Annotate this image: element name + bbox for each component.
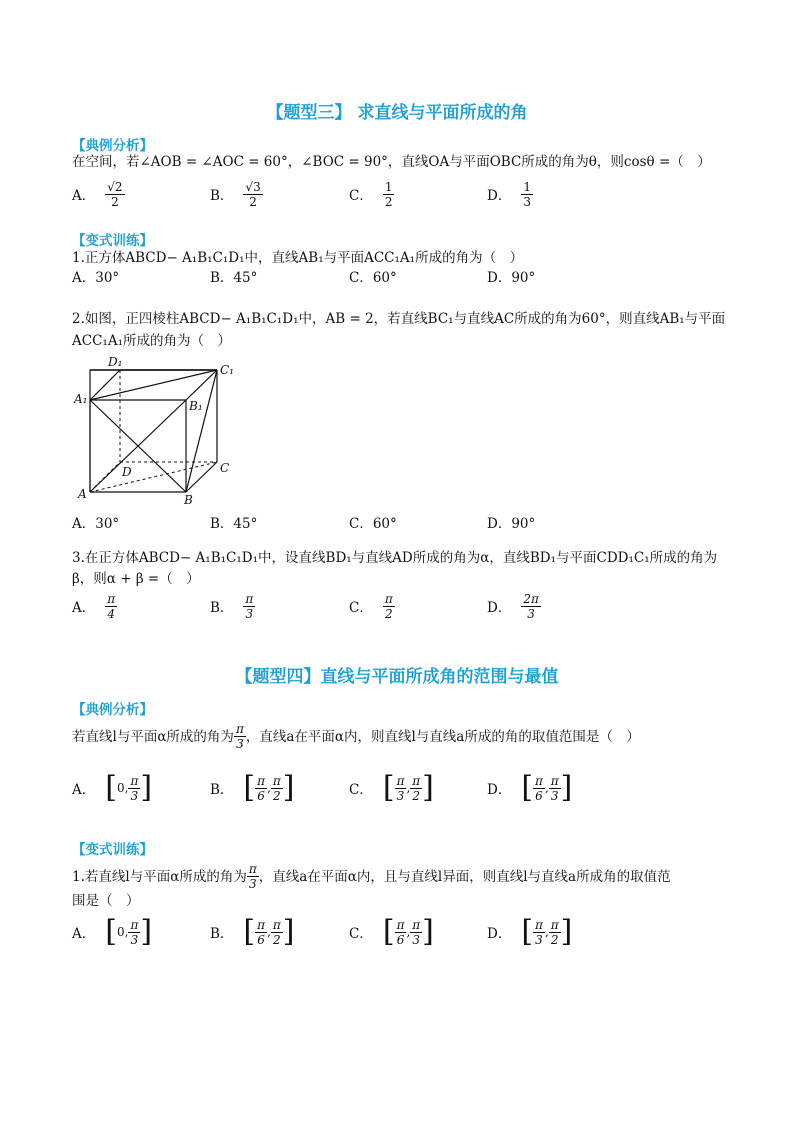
option-b: B． [ $\frac{\pi}{6}$ , $\frac{\pi}{2}$ ] <box>210 770 295 805</box>
label-a: A <box>78 487 87 501</box>
fraction: $\frac{√2}{2}$ <box>107 179 123 209</box>
label-b1: B₁ <box>189 399 203 413</box>
option-d: D． $\frac{2\pi}{3}$ <box>487 591 539 621</box>
option-c: C．60° <box>349 270 397 286</box>
label-c: C <box>220 461 230 475</box>
fraction: $\frac{1}{3}$ <box>523 179 531 209</box>
option-d: D． $\frac{1}{3}$ <box>487 179 531 209</box>
q3-options <box>72 588 732 624</box>
label-b: B <box>184 493 193 507</box>
label-c1: C₁ <box>220 363 234 377</box>
option-c: C． $\frac{\pi}{2}$ <box>349 591 393 621</box>
practice-tag-4: 【变式训练】 <box>72 842 153 858</box>
q3-stem-line1: 3.在正方体ABCD− A₁B₁C₁D₁中，设直线BD₁与直线AD所成的角为α，直线BD₁与平面CDD₁C₁所成的角为 <box>72 550 718 566</box>
option-c: C． [ $\frac{\pi}{3}$ , $\frac{\pi}{2}$ ] <box>349 770 434 805</box>
option-b: B． [ $\frac{\pi}{6}$ , $\frac{\pi}{2}$ ] <box>210 914 295 949</box>
example-tag-4: 【典例分析】 <box>72 702 153 718</box>
option-c: C．60° <box>349 516 397 532</box>
q2-stem-line2: ACC₁A₁所成的角为（ ） <box>72 333 231 349</box>
q3-stem-line2: β，则α + β =（ ） <box>72 571 200 587</box>
section-title-3: 【题型三】 求直线与平面所成的角 <box>266 103 528 123</box>
option-c: C． $\frac{1}{2}$ <box>349 179 393 209</box>
example-tag-3: 【典例分析】 <box>72 138 153 154</box>
example-options-4 <box>72 768 732 808</box>
example-stem-4: 若直线l与平面α所成的角为 $\frac{\pi}{3}$ ，直线a在平面α内，则直线l与直线a所成的角的取值范围是（ ） <box>72 722 640 751</box>
example-stem-3: 在空间，若∠AOB = ∠AOC = 60°，∠BOC = 90°，直线OA与平面OBC所成的角为θ，则cosθ =（ ） <box>72 154 711 170</box>
option-a: A． [ 0 , $\frac{\pi}{3}$ ] <box>72 770 153 805</box>
option-b: B．45° <box>210 516 258 532</box>
label-d1: D₁ <box>108 356 123 369</box>
q2-stem-line1: 2.如图，正四棱柱ABCD− A₁B₁C₁D₁中，AB = 2，若直线BC₁与直线AC所成的角为60°，则直线AB₁与平面 <box>72 311 726 327</box>
option-a: A．30° <box>72 516 120 532</box>
section-title-4: 【题型四】直线与平面所成角的范围与最值 <box>235 667 559 687</box>
q1-options-4 <box>72 912 732 952</box>
option-b: B． $\frac{√3}{2}$ <box>210 179 261 209</box>
option-d: D．90° <box>487 270 536 286</box>
option-d: D．90° <box>487 516 536 532</box>
q1-stem: 1.正方体ABCD− A₁B₁C₁D₁中，直线AB₁与平面ACC₁A₁所成的角为（ ） <box>72 250 524 266</box>
label-a1: A₁ <box>74 392 88 406</box>
q1-stem-4: 1.若直线l与平面α所成的角为 $\frac{\pi}{3}$ ，直线a在平面α内，且与直线l异面，则直线l与直线a所成角的取值范 <box>72 862 671 891</box>
option-b: B．45° <box>210 270 258 286</box>
q2-options <box>72 510 732 534</box>
q1-options <box>72 264 732 288</box>
option-d: D． [ $\frac{\pi}{6}$ , $\frac{\pi}{3}$ ] <box>487 770 573 805</box>
option-a: A． [ 0 , $\frac{\pi}{3}$ ] <box>72 914 153 949</box>
practice-tag-3: 【变式训练】 <box>72 233 153 249</box>
option-c: C． [ $\frac{\pi}{6}$ , $\frac{\pi}{3}$ ] <box>349 914 434 949</box>
option-a: A． $\frac{\pi}{4}$ <box>72 591 116 621</box>
option-b: B． $\frac{\pi}{3}$ <box>210 591 254 621</box>
q1-stem-line2-4: 围是（ ） <box>72 893 140 909</box>
option-a: A． $\frac{√2}{2}$ <box>72 179 123 209</box>
label-d: D <box>122 465 132 479</box>
fraction: $\frac{√3}{2}$ <box>245 179 261 209</box>
option-a: A．30° <box>72 270 120 286</box>
option-d: D． [ $\frac{\pi}{3}$ , $\frac{\pi}{2}$ ] <box>487 914 573 949</box>
example-options-3 <box>72 176 732 212</box>
fraction: $\frac{1}{2}$ <box>384 179 393 209</box>
prism-figure <box>72 356 242 508</box>
